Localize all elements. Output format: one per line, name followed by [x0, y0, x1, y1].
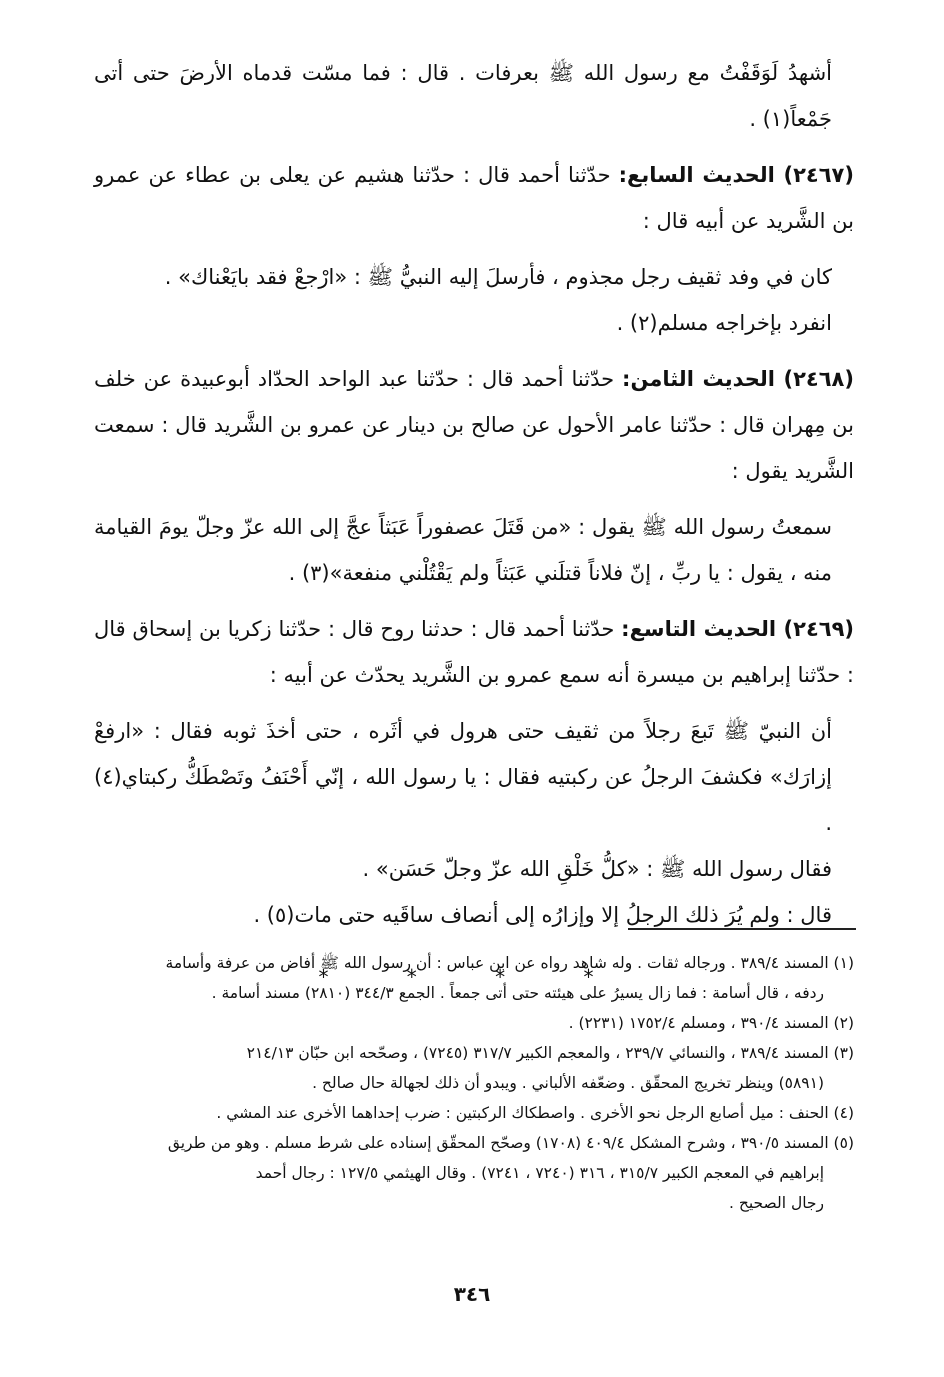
footnote-4: (٤) الحنف : ميل أصابع الرجل نحو الأخرى . واصطكاك الركبتين : ضرب إحداهما الأخرى عند المشي .	[216, 1104, 854, 1122]
hadith-2469-ending: قال : ولم يُرَ ذلك الرجلُ إلا وإزارُه إلى أنصاف ساقَيه حتى مات(٥) .	[253, 903, 832, 927]
footnote-5-end: رجال الصحيح .	[729, 1194, 824, 1212]
footnote-1: (١) المسند ٣٨٩/٤ . ورجاله ثقات . وله شاهد رواه عن ابن عباس : أن رسول الله ﷺ أفاض من عرفة وأسامة	[165, 954, 854, 972]
footnote-5: (٥) المسند ٣٩٠/٥ ، وشرح المشكل ٤٠٩/٤ (١٧٠٨) وصحّح المحقّق إسناده على شرط مسلم . وهو من طريق	[167, 1134, 854, 1152]
hadith-2469-reply: فقال رسول الله ﷺ : «كلُّ خَلْقِ الله عزّ وجلّ حَسَن» .	[362, 857, 832, 881]
section-separator: * * * *	[318, 965, 630, 989]
hadith-heading: (٢٤٦٧) الحديث السابع:	[618, 163, 854, 187]
footnote-3: (٣) المسند ٣٨٩/٤ ، والنسائي ٢٣٩/٧ ، والمعجم الكبير ٣١٧/٧ (٧٢٤٥) ، وصحّحه ابن حبّان ٢١٤/١٣	[246, 1044, 854, 1062]
hadith-2467: (٢٤٦٧) الحديث السابع: حدّثنا أحمد قال : حدّثنا هشيم عن يعلى بن عطاء عن عمرو بن الشَّريد عن أبيه قال :	[94, 163, 854, 233]
hadith-2469-matn: أن النبيّ ﷺ تَبعَ رجلاً من ثقيف حتى هرول في أثَره ، حتى أخذَ ثوبه فقال : «ارفعْ إزارَك» فكشفَ الرجلُ عن ركبتيه فقال : يا رسول الله ، إنّي أَحْنَفُ وتَصْطَكُّ ركبتاي(٤) .	[94, 719, 832, 835]
footnote-divider	[628, 928, 856, 930]
footnotes	[96, 948, 854, 1218]
hadith-2468: (٢٤٦٨) الحديث الثامن: حدّثنا أحمد قال : حدّثنا عبد الواحد الحدّاد أبوعبيدة عن خلف بن مِهران قال : حدّثنا عامر الأحول عن صالح بن دينار عن عمرو بن الشَّريد قال : سمعت الشَّريد يقول :	[94, 367, 854, 483]
hadith-2468-matn: سمعتُ رسول الله ﷺ يقول : «من قَتَلَ عصفوراً عَبَثاً عجَّ إلى الله عزّ وجلّ يومَ القيامة منه ، يقول : يا ربِّ ، إنّ فلاناً قتلَني عَبَثاً ولم يَقْتُلْني منفعة»(٣) .	[94, 515, 832, 585]
paragraph-continuation: أشهدُ لَوَقَفْتُ مع رسول الله ﷺ بعرفات . قال : فما مسّت قدماه الأرضَ حتى أتى جَمْعاً(١) .	[94, 61, 832, 131]
footnote-1-continued: ردفه ، قال أسامة : فما زال يسيرُ على هيئته حتى أتى جمعاً . الجمع ٣٤٤/٣ (٢٨١٠) مسند أسامة .	[211, 984, 824, 1002]
footnote-3-continued: (٥٨٩١) وينظر تخريج المحقّق . وضعّفه الألباني . ويبدو أن ذلك لجهالة حال صالح .	[312, 1074, 824, 1092]
hadith-2467-matn: كان في وفد ثقيف رجل مجذوم ، فأرسلَ إليه النبيُّ ﷺ : «ارْجعْ فقد بايَعْناك» .	[164, 265, 832, 289]
hadith-2469: (٢٤٦٩) الحديث التاسع: حدّثنا أحمد قال : حدثنا روح قال : حدّثنا زكريا بن إسحاق قال : حدّثنا إبراهيم بن ميسرة أنه سمع عمرو بن الشَّريد يحدّث عن أبيه :	[94, 617, 855, 687]
hadith-heading: (٢٤٦٨) الحديث الثامن:	[622, 367, 854, 391]
main-text	[94, 50, 854, 1000]
footnote-5-continued: إبراهيم في المعجم الكبير ٣١٥/٧ ، ٣١٦ (٧٢٤٠ ، ٧٢٤١) . وقال الهيثمي ١٢٧/٥ : رجال أحمد	[255, 1164, 824, 1182]
footnote-2: (٢) المسند ٣٩٠/٤ ، ومسلم ١٧٥٢/٤ (٢٢٣١) .	[568, 1014, 854, 1032]
hadith-heading: (٢٤٦٩) الحديث التاسع:	[621, 617, 855, 641]
page-number: ٣٤٦	[453, 1282, 491, 1306]
hadith-2467-note: انفرد بإخراجه مسلم(٢) .	[616, 311, 832, 335]
